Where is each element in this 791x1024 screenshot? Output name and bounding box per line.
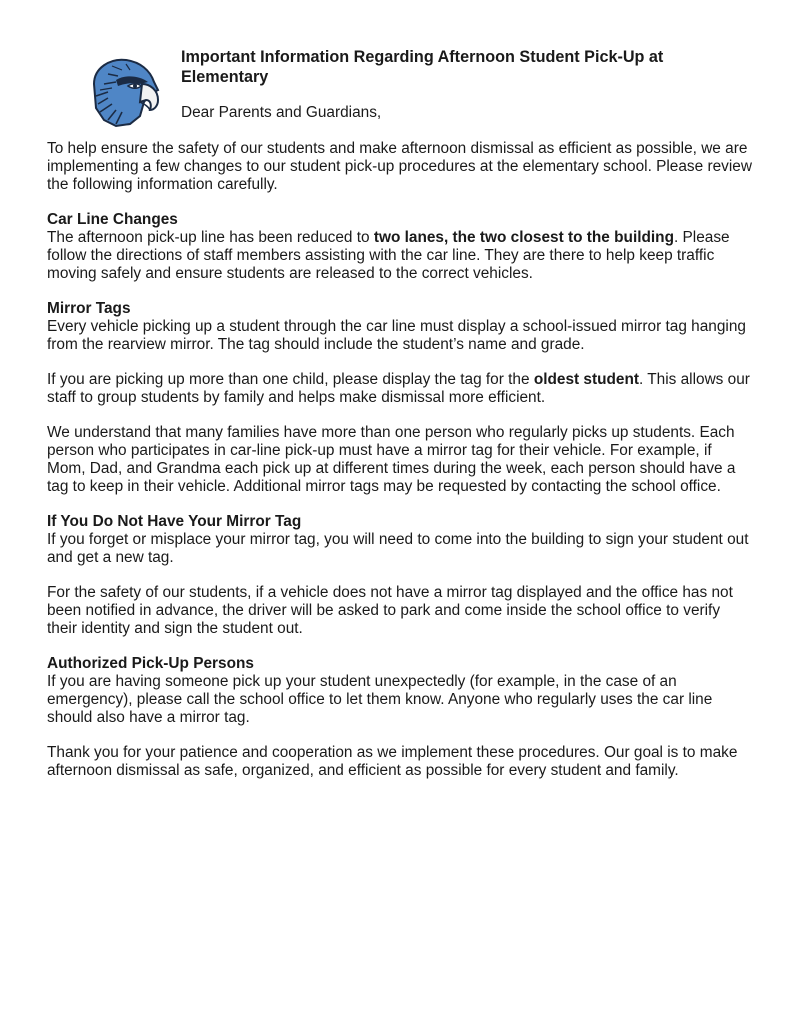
mirror-tags-p2-end: . This allows our staff to group students by family and helps make dismissal more efficient. — [47, 371, 750, 406]
closing-paragraph: Thank you for your patience and cooperation as we implement these procedures. Our goal is to make afternoon dismissal as safe, organized, and efficient as possible for every student and family. — [47, 744, 738, 779]
greeting: Dear Parents and Guardians, — [181, 104, 382, 121]
car-line-lanes-emphasis: two lanes, the two closest to the building — [373, 229, 674, 246]
mirror-tags-heading: Mirror Tags — [47, 300, 131, 317]
page-title: Important Information Regarding Afternoon Student Pick-Up at Elementary — [181, 48, 664, 86]
mirror-tags-paragraph-1: Every vehicle picking up a student through the car line must display a school-issued mirror tag hanging from the rearview mirror. The tag should include the student’s name and grade. — [47, 318, 746, 353]
car-line-text-end: . Please follow the directions of staff members assisting with the car line. They are there to help keep traffic moving safely and ensure students are released to the correct vehicles. — [47, 229, 730, 282]
mirror-tags-paragraph-2 — [47, 371, 752, 407]
mirror-tags-paragraph-3: We understand that many families have more than one person who regularly picks up students. Each person who participates in car-line pick-up must have a mirror tag for their vehicle. For example, if Mom, Dad, and Grandma each pick up at different times during the week, each person should have a tag to keep in their vehicle. Additional mirror tags may be requested by contacting the school office. — [47, 424, 736, 495]
car-line-heading: Car Line Changes — [47, 211, 178, 228]
authorized-paragraph: If you are having someone pick up your student unexpectedly (for example, in the case of an emergency), please call the school office to let them know. Anyone who regularly uses the car line should also have a mirror tag. — [47, 673, 713, 726]
oldest-student-emphasis: oldest student — [533, 371, 639, 388]
car-line-paragraph — [47, 229, 752, 283]
mirror-tags-p2-start: If you are picking up more than one child, please display the tag for the — [47, 371, 534, 388]
no-tag-paragraph-1: If you forget or misplace your mirror tag, you will need to come into the building to sign your student out and get a new tag. — [47, 531, 749, 566]
letter-body — [47, 140, 752, 797]
eagle-mascot-icon — [86, 54, 160, 128]
no-tag-paragraph-2: For the safety of our students, if a vehicle does not have a mirror tag displayed and the office has not been notified in advance, the driver will be asked to park and come inside the school office to verify their identity and sign the student out. — [47, 584, 733, 637]
car-line-text-start: The afternoon pick-up line has been reduced to — [47, 229, 374, 246]
intro-paragraph: To help ensure the safety of our students and make afternoon dismissal as efficient as possible, we are implementing a few changes to our student pick-up procedures at the elementary school. Please review the following information carefully. — [47, 140, 752, 193]
no-tag-heading: If You Do Not Have Your Mirror Tag — [47, 513, 302, 530]
authorized-heading: Authorized Pick-Up Persons — [47, 655, 254, 672]
